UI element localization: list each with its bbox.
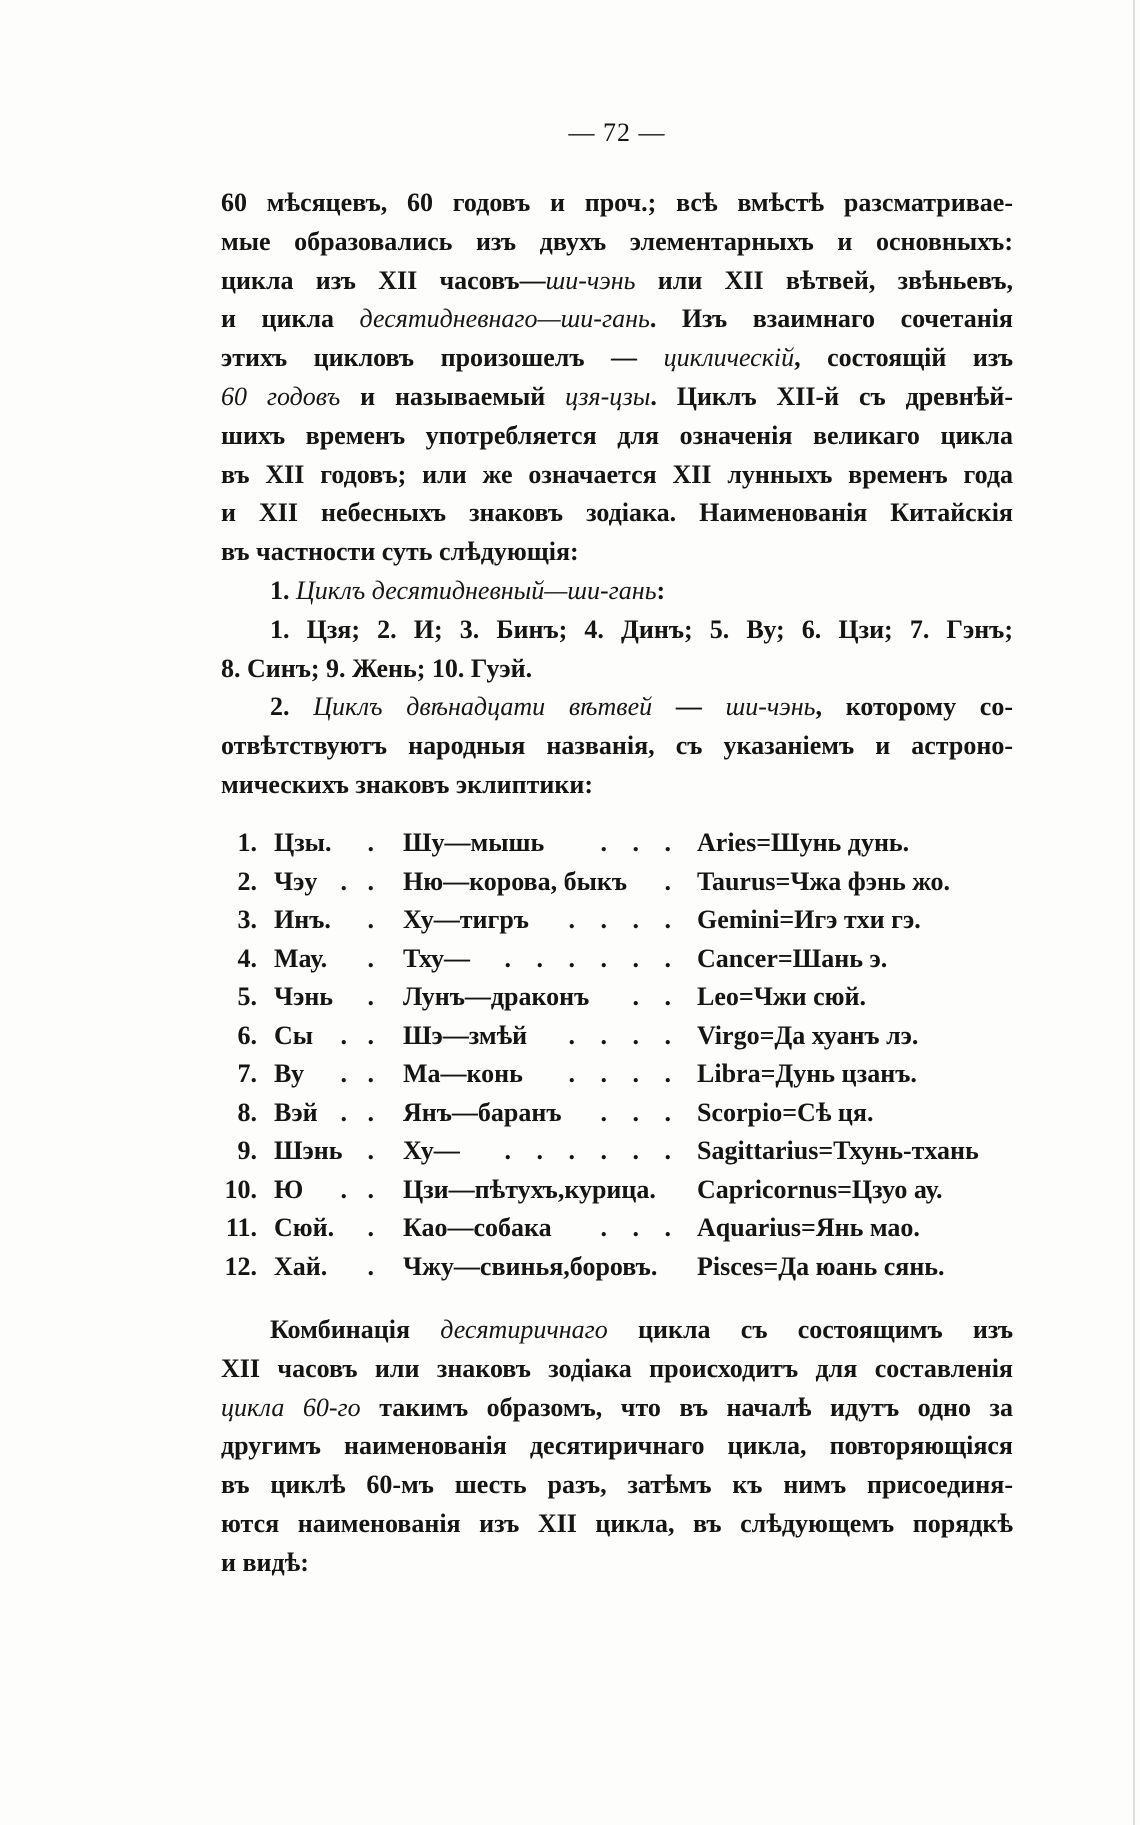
row-number: 6. [237,1020,257,1050]
text-run: XII часовъ или знаковъ зодіака происходитъ для составленія [221,1353,1013,1383]
text-run: отвѣтствуютъ народныя названія, съ указаніемъ и астроно- [221,731,1013,761]
closing-line-6 [221,1505,1013,1544]
animal-name: Ху—тигръ [403,905,529,935]
body-line-10 [221,533,1013,572]
branch-table [0,824,1140,1287]
closing-line-4 [221,1427,1013,1466]
leader-dots: . . . . . . [504,943,671,973]
text-run: . Циклъ XII-й съ древнѣй- [650,381,1013,411]
text-run: или XII вѣтвей, звѣньевъ, [635,265,1013,295]
leader-dots: . . . [600,1213,671,1243]
branch-name: Сюй. [274,1213,335,1243]
table-row [0,940,1140,979]
table-row [0,824,1140,863]
row-number: 7. [237,1059,257,1089]
branch-cell [274,863,374,902]
animal-name: Лунъ—драконъ [403,982,590,1012]
closing-paragraph [221,1311,1013,1583]
body-line-3 [221,262,1013,301]
table-row [0,1209,1140,1248]
row-number: 9. [237,1136,257,1166]
table-row [0,1248,1140,1287]
body-line-16 [221,766,1013,805]
body-line-7 [221,417,1013,456]
zodiac-sign: Leo=Чжи сюй. [697,982,866,1012]
branch-cell [274,978,374,1017]
body-line-6 [221,378,1013,417]
row-number: 12. [224,1252,257,1282]
text-run: и XII небесныхъ знаковъ зодіака. Наименованія Китайскія [221,498,1013,528]
text-run: Комбинація [270,1315,441,1344]
closing-line-3 [221,1389,1013,1428]
animal-name: Тху— [403,943,471,973]
italic-term: Циклъ десятидневный—ши-гань [296,575,657,605]
leader-dots: . . [340,1020,374,1050]
leader-dots: . [367,905,374,935]
branch-name: Вэй [274,1097,318,1127]
leader-dots: . . . [600,828,671,857]
branch-cell [274,1248,374,1287]
text-run: цикла изъ XII часовъ— [221,265,546,295]
branch-name: Мау. [274,943,328,973]
animal-cell [403,824,671,863]
text-run: 8. Синъ; 9. Жень; 10. Гуэй. [221,653,533,683]
body-line-9 [221,494,1013,533]
closing-line-5 [221,1466,1013,1505]
text-run: ются наименованія изъ XII цикла, въ слѣдующемъ порядкѣ [221,1508,1013,1538]
branch-name: Чэу [274,866,318,896]
text-run: , состоящій изъ [794,343,1013,373]
animal-name: Янъ—баранъ [403,1097,562,1127]
italic-term: ши-чэнь [725,692,816,722]
cycle-list-line-1 [221,611,1013,650]
animal-cell [403,940,671,979]
leader-dots: . [367,1252,374,1282]
italic-term: ши-чэнь [545,265,636,295]
text-run: и называемый [340,381,566,411]
italic-term: Циклъ двѣнадцати вѣтвей [313,692,653,722]
page-number: — 72 — [568,118,666,147]
leader-dots: . . [340,1059,374,1089]
animal-cell [403,901,671,940]
body-line-4 [221,300,1013,339]
text-run: и видѣ: [221,1547,309,1577]
zodiac-sign: Gemini=Игэ тхи гэ. [697,905,921,935]
text-run: . Изъ взаимнаго сочетанія [649,304,1013,334]
zodiac-sign: Taurus=Чжа фэнь жо. [697,866,950,896]
italic-term: десятиричнаго [440,1315,608,1344]
branch-name: Сы [274,1020,314,1050]
table-row [0,1055,1140,1094]
branch-name: Ву [274,1059,304,1089]
body-line-15 [221,727,1013,766]
animal-name: Као—собака [403,1213,552,1243]
table-row [0,1171,1140,1210]
animal-cell [403,1171,671,1210]
animal-cell [403,1132,671,1171]
branch-cell [274,1094,374,1133]
zodiac-sign: Aries=Шунь дунь. [697,828,910,857]
text-run: въ XII годовъ; или же означается XII лунныхъ временъ года [221,459,1013,489]
branch-name: Чэнь [274,982,334,1012]
body-line-2 [221,223,1013,262]
cycle-heading-1 [221,572,1013,611]
animal-name: Цзи—пѣтухъ,курица. [403,1174,656,1204]
italic-term: циклическій [663,343,795,373]
animal-name: Ню—корова, быкъ [403,866,628,896]
leader-dots: . [367,943,374,973]
leader-dots: . [367,1136,374,1166]
leader-dots: . . . [600,1097,671,1127]
branch-cell [274,824,374,863]
italic-term: цзя-цзы [565,381,651,411]
text-run: 1. Цзя; 2. И; 3. Бинъ; 4. Динъ; 5. Ву; 6. Цзи; 7. Гэнъ; [270,614,1013,644]
branch-cell [274,901,374,940]
cycle-list-line-2 [221,650,1013,689]
text-run: 60 мѣсяцевъ, 60 годовъ и проч.; всѣ вмѣстѣ разсматривае- [221,188,1013,217]
closing-line-1 [221,1311,1013,1350]
text-run: мые образовались изъ двухъ элементарныхъ и основныхъ: [221,226,1013,256]
text-run: цикла съ состоящимъ изъ [607,1315,1013,1344]
text-run: и цикла [221,304,360,334]
animal-name: Ма—конь [403,1059,523,1089]
leader-dots: . [664,866,671,896]
leader-dots: . [367,828,374,857]
row-number: 8. [237,1097,257,1127]
cycle-heading-2 [221,688,1013,727]
zodiac-sign: Libra=Дунь цзанъ. [697,1059,917,1089]
animal-name: Чжу—свинья,боровъ. [403,1252,658,1282]
table-row [0,1017,1140,1056]
animal-cell [403,1017,671,1056]
branch-cell [274,1017,374,1056]
text-run: въ циклѣ 60-мъ шесть разъ, затѣмъ къ нимъ присоединя- [221,1470,1013,1500]
table-row [0,901,1140,940]
leader-dots: . [367,1213,374,1243]
leader-dots: . . . . [568,905,671,935]
closing-line-7 [221,1544,1013,1583]
zodiac-sign: Sagittarius=Тхунь-тхань [697,1136,979,1166]
text-run: этихъ цикловъ произошелъ — [221,343,664,373]
branch-name: Хай. [274,1252,328,1282]
text-run: 1. [270,575,296,605]
branch-name: Инъ. [274,905,331,935]
table-row [0,1094,1140,1133]
animal-cell [403,1209,671,1248]
row-number: 3. [237,905,257,935]
branch-cell [274,1171,374,1210]
leader-dots: . . [340,866,374,896]
zodiac-sign: Virgo=Да хуанъ лэ. [697,1020,919,1050]
text-run: другимъ наименованія десятиричнаго цикла, повторяющіяся [221,1431,1013,1461]
text-run: въ частности суть слѣдующія: [221,537,579,567]
table-row [0,978,1140,1017]
body-line-5 [221,339,1013,378]
branch-cell [274,1209,374,1248]
body-text [221,184,1013,805]
row-number: 10. [224,1174,257,1204]
zodiac-sign: Aquarius=Янь мао. [697,1213,920,1243]
leader-dots: . . [340,1174,374,1204]
leader-dots: . . . . [568,1059,671,1089]
text-run: — [652,692,726,722]
italic-term: 60 годовъ [221,381,341,411]
animal-cell [403,1248,671,1287]
animal-cell [403,1094,671,1133]
zodiac-sign: Scorpio=Сѣ ця. [697,1097,874,1127]
leader-dots: . . . . [568,1020,671,1050]
closing-line-2 [221,1350,1013,1389]
row-number: 5. [237,982,257,1012]
body-line-8 [221,456,1013,495]
leader-dots: . . [340,1097,374,1127]
branch-cell [274,940,374,979]
branch-name: Ю [274,1174,304,1204]
table-row [0,1132,1140,1171]
branch-cell [274,1055,374,1094]
text-run: 2. [270,692,314,722]
animal-name: Шу—мышь [403,828,545,857]
animal-name: Ху— [403,1136,460,1166]
row-number: 4. [237,943,257,973]
animal-name: Шэ—змѣй [403,1020,528,1050]
leader-dots: . . . . . . [504,1136,671,1166]
leader-dots: . . [632,982,671,1012]
branch-cell [274,1132,374,1171]
branch-name: Шэнь [274,1136,343,1166]
table-row [0,863,1140,902]
body-line-1 [221,184,1013,223]
animal-cell [403,863,671,902]
text-run: мическихъ знаковъ эклиптики: [221,769,593,799]
text-run: такимъ образомъ, что въ началѣ идутъ одно за [360,1392,1013,1422]
zodiac-sign: Capricornus=Цзуо ау. [697,1174,943,1204]
zodiac-sign: Cancer=Шань э. [697,943,888,973]
italic-term: десятидневнаго—ши-гань [359,304,650,334]
animal-cell [403,1055,671,1094]
text-run: шихъ временъ употребляется для означенія великаго цикла [221,420,1013,450]
zodiac-sign: Pisces=Да юань сянь. [697,1252,945,1282]
text-run: , которому со- [815,692,1014,722]
leader-dots: . [367,982,374,1012]
row-number: 2. [237,866,257,896]
branch-name: Цзы. [274,828,332,857]
animal-cell [403,978,671,1017]
row-number: 1. [237,828,257,857]
text-run: : [656,575,666,605]
italic-term: цикла 60-го [221,1392,361,1422]
row-number: 11. [225,1213,257,1243]
